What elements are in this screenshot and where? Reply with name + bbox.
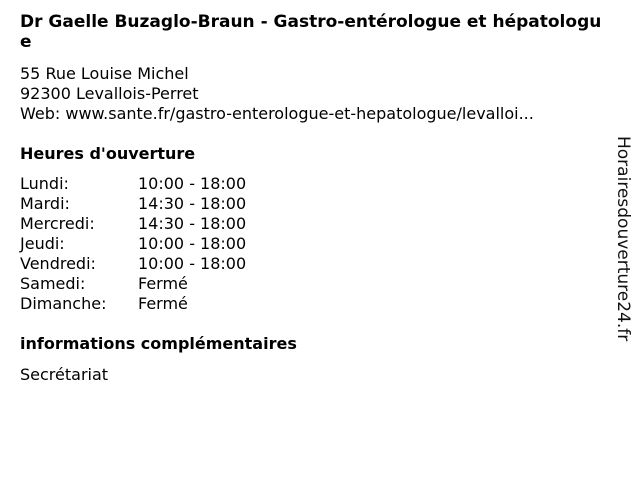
hours-row-sunday <box>20 294 246 314</box>
hours-day: Vendredi: <box>20 254 96 273</box>
hours-row-saturday <box>20 274 246 294</box>
hours-time: Fermé <box>138 294 188 313</box>
hours-time: 14:30 - 18:00 <box>138 194 247 213</box>
hours-row-tuesday <box>20 194 246 214</box>
hours-day: Mercredi: <box>20 214 95 233</box>
hours-time: 14:30 - 18:00 <box>138 214 247 233</box>
hours-row-monday <box>20 174 246 194</box>
hours-row-wednesday <box>20 214 246 234</box>
hours-day: Mardi: <box>20 194 70 213</box>
hours-day: Jeudi: <box>20 234 65 253</box>
hours-day: Dimanche: <box>20 294 107 313</box>
hours-time: 10:00 - 18:00 <box>138 174 247 193</box>
site-watermark: Horairesdouverture24.fr <box>613 136 633 342</box>
address-block <box>20 64 600 124</box>
page-title: Dr Gaelle Buzaglo-Braun - Gastro-entérologue et hépatologue <box>20 12 602 52</box>
opening-hours-table <box>20 174 246 314</box>
hours-day: Lundi: <box>20 174 69 193</box>
info-text: Secrétariat <box>20 365 109 384</box>
address-street: 55 Rue Louise Michel <box>20 64 189 83</box>
address-city: 92300 Levallois-Perret <box>20 84 199 103</box>
info-heading: informations complémentaires <box>20 334 297 353</box>
hours-time: 10:00 - 18:00 <box>138 254 247 273</box>
hours-heading: Heures d'ouverture <box>20 144 196 163</box>
website-link[interactable]: Web: www.sante.fr/gastro-enterologue-et-hepatologue/levalloi... <box>20 104 534 123</box>
hours-time: Fermé <box>138 274 188 293</box>
hours-row-friday <box>20 254 246 274</box>
hours-row-thursday <box>20 234 246 254</box>
hours-time: 10:00 - 18:00 <box>138 234 247 253</box>
hours-day: Samedi: <box>20 274 86 293</box>
